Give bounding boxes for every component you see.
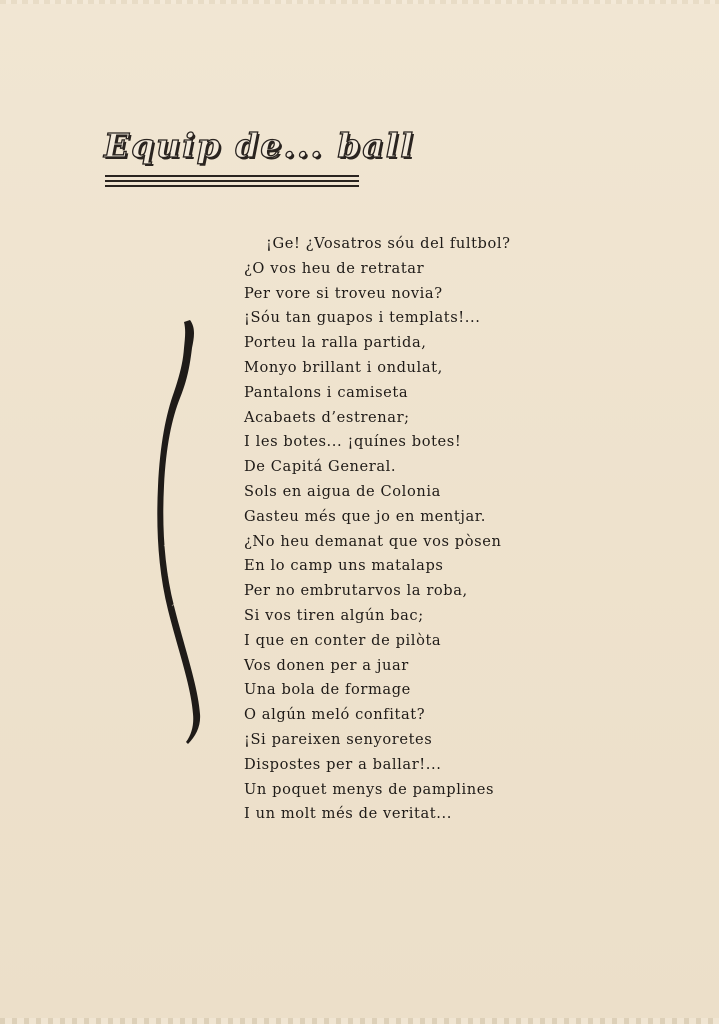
poem-line: O algún meló confitat? <box>244 706 426 724</box>
poem-line: Acabaets d’estrenar; <box>244 408 410 426</box>
poem-line: Porteu la ralla partida, <box>244 334 427 352</box>
ribbon-streamer-icon <box>150 316 210 746</box>
deckle-edge-top <box>0 0 719 4</box>
poem-line: De Capitá General. <box>244 458 397 476</box>
poem-line: Vos donen per a juar <box>244 656 409 674</box>
poem-line: I un molt més de veritat... <box>244 805 452 823</box>
poem-line: I que en conter de pilòta <box>244 631 442 649</box>
poem-line: En lo camp uns matalaps <box>244 557 444 575</box>
poem-line: Sols en aigua de Colonia <box>244 482 441 500</box>
poem-line: ¿No heu demanat que vos pòsen <box>244 532 502 550</box>
poem-line: Si vos tiren algún bac; <box>244 606 424 624</box>
poem-line: Pantalons i camiseta <box>244 383 409 401</box>
poem-line: Dispostes per a ballar!... <box>244 755 442 773</box>
poem-line: ¡Sóu tan guapos i templats!... <box>244 309 481 327</box>
title-rule-1 <box>105 175 359 177</box>
poem <box>244 232 684 827</box>
title-rule-2 <box>105 180 359 182</box>
poem-line: Monyo brillant i ondulat, <box>244 358 443 376</box>
deckle-edge-bottom <box>0 1018 719 1024</box>
poem-line: ¡Ge! ¿Vosatros sóu del fultbol? <box>266 235 511 252</box>
poem-line: Una bola de formage <box>244 681 411 699</box>
poem-line: I les botes... ¡quínes botes! <box>244 433 462 451</box>
poem-line: Un poquet menys de pamplines <box>244 780 495 798</box>
poem-line: ¿O vos heu de retratar <box>244 259 425 277</box>
page-title: Equip de... ball <box>104 126 415 165</box>
poem-line: Per no embrutarvos la roba, <box>244 582 468 600</box>
poem-line: ¡Si pareixen senyoretes <box>244 730 433 748</box>
title-rule-3 <box>105 185 359 187</box>
poem-line: Per vore si troveu novia? <box>244 284 443 302</box>
poem-line: Gasteu més que jo en mentjar. <box>244 507 487 525</box>
title-underline <box>105 175 359 187</box>
